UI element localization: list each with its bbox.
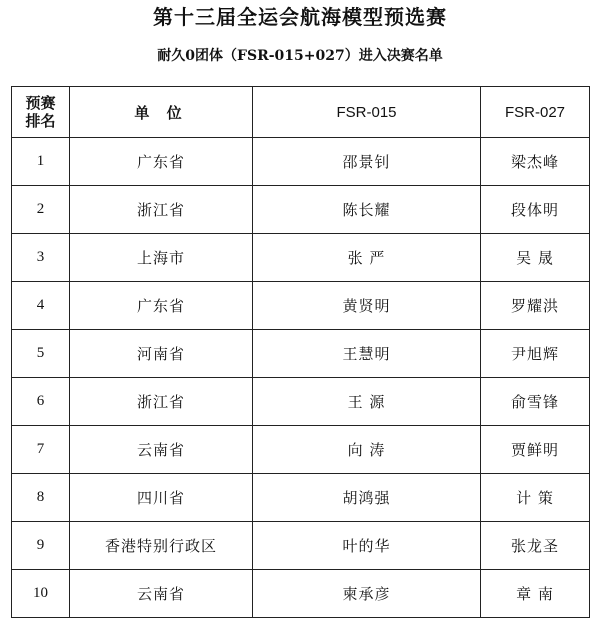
fsr015-cell: 叶的华 bbox=[253, 522, 481, 570]
table-row bbox=[12, 426, 590, 474]
fsr015-cell: 王 源 bbox=[253, 378, 481, 426]
table-row bbox=[12, 138, 590, 186]
fsr027-cell: 尹旭辉 bbox=[481, 330, 590, 378]
unit-cell: 上海市 bbox=[70, 234, 253, 282]
fsr015-cell: 陈长耀 bbox=[253, 186, 481, 234]
fsr015-cell: 邵景钊 bbox=[253, 138, 481, 186]
table-header-row bbox=[12, 87, 590, 138]
table-row bbox=[12, 378, 590, 426]
rank-cell: 10 bbox=[12, 570, 70, 618]
rank-cell: 5 bbox=[12, 330, 70, 378]
table-row bbox=[12, 234, 590, 282]
fsr015-cell: 黄贤明 bbox=[253, 282, 481, 330]
fsr015-cell: 王慧明 bbox=[253, 330, 481, 378]
fsr027-cell: 贾鲜明 bbox=[481, 426, 590, 474]
rank-cell: 3 bbox=[12, 234, 70, 282]
fsr027-cell: 段体明 bbox=[481, 186, 590, 234]
unit-cell: 浙江省 bbox=[70, 378, 253, 426]
fsr027-cell: 张龙圣 bbox=[481, 522, 590, 570]
unit-cell: 浙江省 bbox=[70, 186, 253, 234]
fsr027-cell: 俞雪锋 bbox=[481, 378, 590, 426]
fsr027-cell: 罗耀洪 bbox=[481, 282, 590, 330]
finalist-table bbox=[11, 86, 590, 618]
unit-cell: 四川省 bbox=[70, 474, 253, 522]
unit-cell: 香港特别行政区 bbox=[70, 522, 253, 570]
fsr027-cell: 计 策 bbox=[481, 474, 590, 522]
fsr015-cell: 胡鸿强 bbox=[253, 474, 481, 522]
table-row bbox=[12, 282, 590, 330]
unit-cell: 广东省 bbox=[70, 138, 253, 186]
table-row bbox=[12, 186, 590, 234]
page-subtitle: 耐久0团体（FSR-015+027）进入决赛名单 bbox=[157, 48, 443, 64]
rank-cell: 2 bbox=[12, 186, 70, 234]
header-rank-label: 预赛排名 bbox=[25, 94, 56, 130]
unit-cell: 河南省 bbox=[70, 330, 253, 378]
fsr027-cell: 梁杰峰 bbox=[481, 138, 590, 186]
fsr027-cell: 章 南 bbox=[481, 570, 590, 618]
page-title: 第十三届全运会航海模型预选赛 bbox=[153, 5, 447, 29]
fsr027-cell: 吴 晟 bbox=[481, 234, 590, 282]
fsr015-cell: 柬承彦 bbox=[253, 570, 481, 618]
rank-cell: 9 bbox=[12, 522, 70, 570]
unit-cell: 云南省 bbox=[70, 570, 253, 618]
table-row bbox=[12, 570, 590, 618]
table-row bbox=[12, 330, 590, 378]
rank-cell: 6 bbox=[12, 378, 70, 426]
header-fsr027: FSR-027 bbox=[481, 87, 590, 138]
fsr015-cell: 张 严 bbox=[253, 234, 481, 282]
rank-cell: 4 bbox=[12, 282, 70, 330]
header-fsr015: FSR-015 bbox=[253, 87, 481, 138]
header-unit: 单 位 bbox=[70, 87, 253, 138]
rank-cell: 7 bbox=[12, 426, 70, 474]
table-row bbox=[12, 474, 590, 522]
unit-cell: 广东省 bbox=[70, 282, 253, 330]
header-rank bbox=[12, 87, 70, 138]
fsr015-cell: 向 涛 bbox=[253, 426, 481, 474]
table-row bbox=[12, 522, 590, 570]
unit-cell: 云南省 bbox=[70, 426, 253, 474]
rank-cell: 1 bbox=[12, 138, 70, 186]
rank-cell: 8 bbox=[12, 474, 70, 522]
